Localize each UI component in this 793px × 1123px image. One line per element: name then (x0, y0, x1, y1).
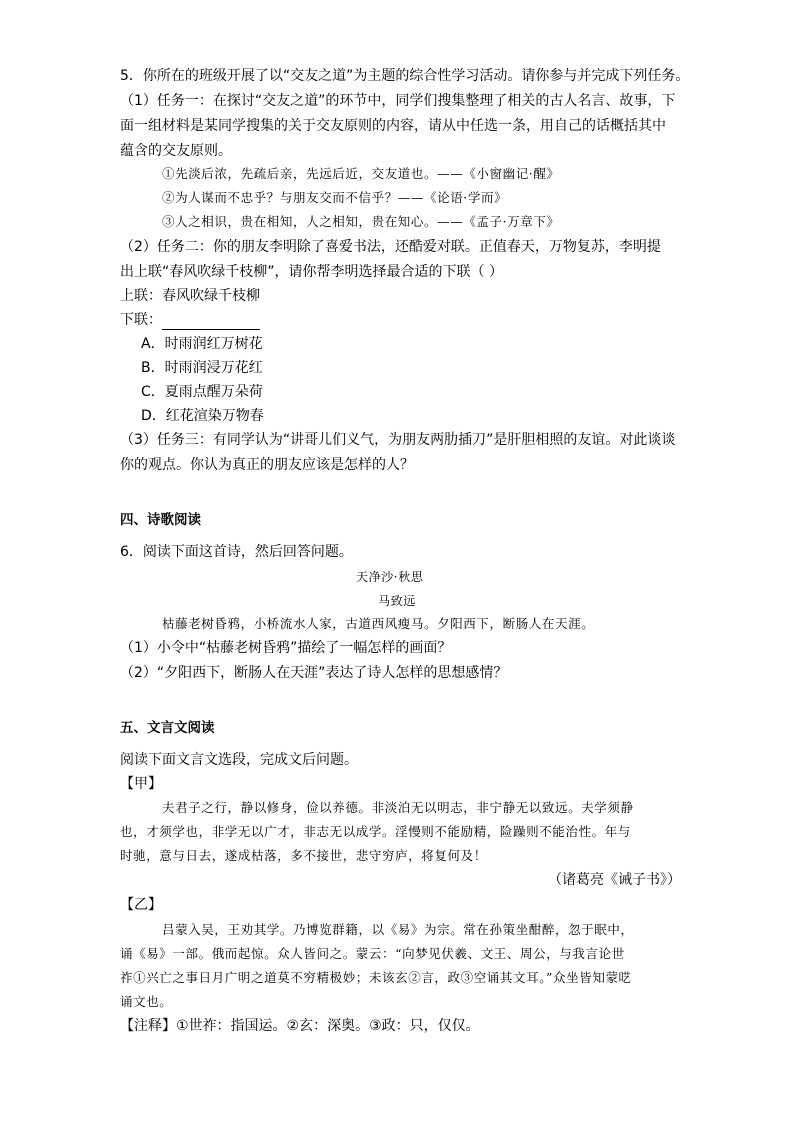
q5-intro: 5．你所在的班级开展了以“交友之道”为主题的综合性学习活动。请你参与并完成下列任务。 (120, 68, 690, 84)
option-b: B．时雨润浸万花红 (141, 360, 263, 376)
q6-sub1: （1）小令中“枯藤老树昏鸦”描绘了一幅怎样的画面？ (120, 640, 452, 656)
q5-task1-line3: 蕴含的交友原则。 (120, 143, 232, 159)
option-d: D．红花渲染万物春 (141, 408, 264, 424)
quote-2: ②为人谋而不忠乎？与朋友交而不信乎？——《论语·学而》 (162, 190, 508, 205)
poem-text: 枯藤老树昏鸦，小桥流水人家，古道西风瘦马。夕阳西下，断肠人在天涯。 (162, 616, 595, 631)
jia-label: 【甲】 (120, 776, 162, 792)
section4-heading: 四、诗歌阅读 (120, 512, 201, 528)
jia-line-1: 夫君子之行，静以修身，俭以养德。非淡泊无以明志，非宁静无以致远。夫学须静 (162, 800, 634, 815)
option-c: C．夏雨点醒万朵荷 (141, 384, 263, 400)
quote-3: ③人之相识，贵在相知，人之相知，贵在知心。——《孟子·万章下》 (162, 214, 560, 229)
quote-1: ①先淡后浓，先疏后亲，先远后近，交友道也。——《小窗幽记·醒》 (162, 166, 560, 181)
option-a: A．时雨润红万树花 (141, 336, 263, 352)
lower-couplet (120, 310, 260, 330)
section5-heading: 五、文言文阅读 (120, 720, 215, 736)
yi-line-1: 吕蒙入吴，王劝其学。乃博览群籍，以《易》为宗。常在孙策坐酣醉，忽于眠中， (162, 922, 634, 937)
q6-sub2: （2）“夕阳西下，断肠人在天涯”表达了诗人怎样的思想感情？ (120, 665, 508, 681)
sec5-intro: 阅读下面文言文选段，完成文后问题。 (120, 752, 358, 768)
q5-task3-line1: （3）任务三：有同学认为“讲哥儿们义气，为朋友两肋插刀”是肝胆相照的友谊。对此谈谈 (120, 432, 676, 448)
yi-label: 【乙】 (120, 897, 162, 913)
q5-task2-line2: 出上联“春风吹绿千枝柳”，请你帮李明选择最合适的下联（ ） (120, 264, 503, 280)
answer-blank[interactable] (162, 315, 260, 330)
jia-source: （诸葛亮《诫子书》） (548, 872, 681, 888)
yi-line-4: 诵文也。 (120, 994, 173, 1009)
poem-author: 马致远 (378, 594, 416, 608)
upper-couplet: 上联：春风吹绿千枝柳 (120, 288, 260, 304)
q6-intro: 6．阅读下面这首诗，然后回答问题。 (120, 544, 353, 560)
poem-title: 天净沙·秋思 (356, 570, 424, 584)
q5-task2-line1: （2）任务二：你的朋友李明除了喜爱书法，还酷爱对联。正值春天，万物复苏，李明提 (120, 239, 661, 255)
jia-line-2: 也，才须学也，非学无以广才，非志无以成学。淫慢则不能励精，险躁则不能治性。年与 (120, 824, 631, 839)
lower-couplet-label: 下联： (120, 312, 162, 328)
q5-task1-line1: （1）任务一：在探讨“交友之道”的环节中，同学们搜集整理了相关的古人名言、故事，下 (120, 93, 676, 109)
jia-line-3: 时驰，意与日去，遂成枯落，多不接世，悲守穷庐，将复何及！ (120, 848, 487, 863)
q5-task1-line2: 面一组材料是某同学搜集的关于交友原则的内容，请从中任选一条，用自己的话概括其中 (120, 118, 666, 134)
yi-line-2: 诵《易》一部。俄而起惊。众人皆问之。蒙云：“向梦见伏羲、文王、周公，与我言论世 (120, 946, 625, 961)
q5-task3-line2: 你的观点。你认为真正的朋友应该是怎样的人？ (120, 457, 414, 473)
yi-line-3: 祚①兴亡之事日月广明之道莫不穷精极妙；未该玄②言，政③空诵其文耳。”众坐皆知蒙呓 (120, 970, 632, 985)
annotation-note: 【注释】①世祚：指国运。②玄：深奥。③政：只，仅仅。 (120, 1018, 480, 1034)
